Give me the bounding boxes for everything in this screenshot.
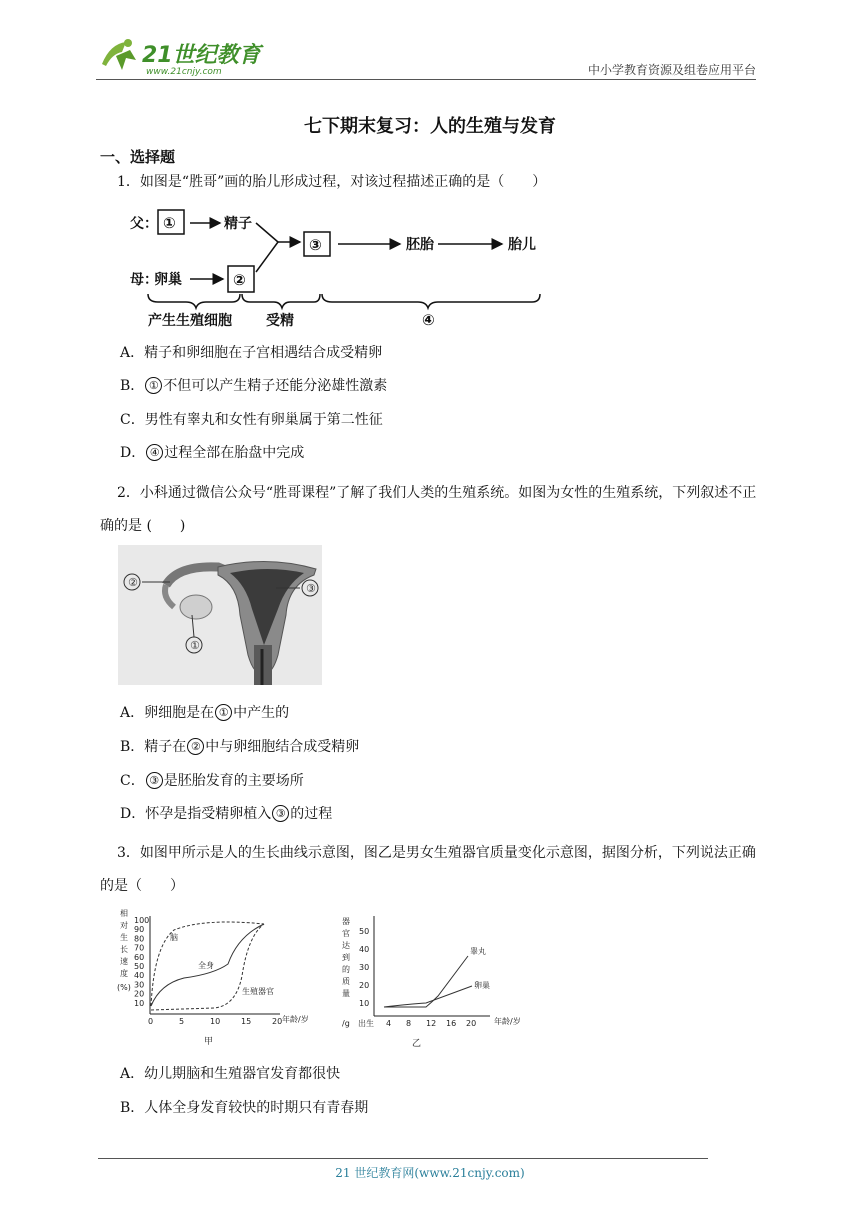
section-heading: 一、选择题 — [100, 148, 176, 166]
q1-diagram — [128, 202, 558, 332]
jia-ytick: 20 — [134, 989, 145, 999]
jia-ytick: 90 — [134, 925, 145, 935]
yi-ylabel-6: 质 — [342, 977, 350, 986]
jia-xtick: 0 — [148, 1017, 154, 1026]
jia-ylabel-5: 速 — [120, 957, 128, 966]
logo-url: www.21cnjy.com — [146, 67, 222, 77]
jia-ytick: 30 — [134, 980, 145, 990]
logo-text: 21世纪教育 — [142, 43, 261, 68]
jia-label-brain: 脑 — [170, 933, 178, 942]
yi-ytick: 10 — [359, 999, 370, 1008]
diagram-box3-label: ③ — [309, 236, 322, 254]
q1-option-a: A．精子和卵细胞在子宫相遇结合成受精卵 — [120, 345, 383, 361]
yi-ytick: 40 — [359, 945, 370, 954]
jia-xlabel: 年龄/岁 — [282, 1015, 309, 1024]
yi-xtick: 20 — [466, 1019, 477, 1028]
q1-option-c: C．男性有睾丸和女性有卵巢属于第二性征 — [120, 412, 383, 428]
q1-option-b: B． ① 不但可以产生精子还能分泌雄性激素 — [120, 378, 388, 394]
jia-label-repro: 生殖器官 — [242, 987, 274, 996]
diagram-stage-produce: 产生生殖细胞 — [148, 313, 232, 329]
diagram-embryo: 胚胎 — [406, 237, 434, 253]
yi-ylabel-8: /g — [342, 1019, 350, 1028]
footer-text: 21 世纪教育网(www.21cnjy.com) — [335, 1166, 525, 1180]
q2-label-3: ③ — [306, 582, 316, 595]
jia-ytick: 50 — [134, 962, 145, 971]
jia-ytick: 100 — [134, 916, 150, 925]
yi-xtick: 16 — [446, 1019, 457, 1028]
q2-label-1: ① — [190, 639, 200, 652]
diagram-sperm: 精子 — [224, 216, 252, 232]
yi-ytick: 30 — [359, 963, 370, 972]
platform-name: 中小学教育资源及组卷应用平台 — [587, 63, 756, 77]
jia-xtick: 5 — [179, 1017, 185, 1026]
yi-curve-ovary — [384, 986, 472, 1007]
q1-option-d: D． ④ 过程全部在胎盘中完成 — [120, 445, 305, 461]
yi-ylabel-5: 的 — [342, 965, 350, 974]
yi-xtick: 4 — [386, 1019, 392, 1028]
q2-option-d: D．怀孕是指受精卵植入 ③ 的过程 — [120, 806, 333, 822]
yi-label-ovary: 卵巢 — [474, 981, 490, 990]
diagram-mother: 母： — [130, 272, 158, 288]
jia-ylabel-4: 长 — [120, 945, 128, 954]
yi-caption: 乙 — [412, 1039, 422, 1049]
diagram-fetus: 胎儿 — [508, 237, 536, 253]
jia-ylabel-1: 相 — [120, 909, 128, 918]
q1-stem: 1．如图是“胜哥”画的胎儿形成过程，对该过程描述正确的是（ ） — [117, 174, 547, 190]
yi-ytick: 20 — [359, 981, 370, 990]
jia-xtick: 10 — [210, 1017, 221, 1026]
header-divider — [96, 79, 756, 80]
q2-label-2: ② — [128, 576, 138, 589]
jia-xtick: 15 — [241, 1017, 252, 1026]
footer-divider — [98, 1158, 708, 1159]
diagram-father: 父： — [130, 216, 158, 232]
yi-xtick: 12 — [426, 1019, 437, 1028]
q2-option-c: C． ③ 是胚胎发育的主要场所 — [120, 773, 304, 789]
diagram-ovary: 卵巢 — [154, 272, 182, 288]
jia-ytick: 70 — [134, 943, 145, 953]
q2-option-b: B．精子在 ② 中与卵细胞结合成受精卵 — [120, 739, 360, 755]
yi-ylabel-3: 达 — [342, 941, 350, 950]
yi-ylabel-4: 到 — [342, 953, 350, 962]
diagram-stage-4: ④ — [422, 311, 435, 329]
jia-caption: 甲 — [204, 1037, 214, 1047]
yi-curve-testis — [384, 956, 468, 1007]
yi-ytick: 50 — [359, 927, 370, 936]
jia-ylabel-7: (%) — [117, 983, 131, 992]
yi-ylabel-2: 官 — [342, 929, 350, 938]
yi-ylabel-7: 量 — [342, 989, 350, 998]
yi-xtick: 出生 — [358, 1019, 374, 1028]
yi-xtick: 8 — [406, 1019, 412, 1028]
q3-option-a: A．幼儿期脑和生殖器官发育都很快 — [120, 1066, 341, 1082]
yi-xlabel: 年龄/岁 — [494, 1017, 521, 1026]
q2-stem: 2．小科通过微信公众号“胜哥课程”了解了我们人类的生殖系统。如图为女性的生殖系统，下列叙述不正确的是 ( ) — [100, 485, 757, 534]
jia-ylabel-3: 生 — [120, 933, 128, 942]
diagram-box1-label: ① — [163, 214, 176, 232]
q3-stem: 3．如图甲所示是人的生长曲线示意图，图乙是男女生殖器官质量变化示意图，据图分析，下列说法正确的是（ ） — [100, 845, 756, 894]
page-title: 七下期末复习：人的生殖与发育 — [304, 116, 556, 137]
q2-option-a: A．卵细胞是在 ① 中产生的 — [120, 705, 290, 721]
jia-ylabel-6: 度 — [120, 969, 128, 978]
yi-label-testis: 睾丸 — [470, 947, 486, 956]
diagram-stage-fertilize: 受精 — [266, 313, 294, 329]
q2-figure — [118, 545, 322, 685]
site-logo — [96, 34, 266, 78]
q3-option-b: B．人体全身发育较快的时期只有青春期 — [120, 1100, 369, 1116]
jia-ytick: 80 — [134, 934, 145, 944]
q3-charts — [114, 906, 524, 1054]
jia-ytick: 60 — [134, 952, 145, 962]
jia-ytick: 10 — [134, 998, 145, 1008]
diagram-box2-label: ② — [233, 271, 246, 289]
jia-xtick: 20 — [272, 1017, 283, 1026]
yi-ylabel-1: 器 — [342, 917, 350, 926]
jia-ylabel-2: 对 — [120, 921, 128, 930]
jia-ytick: 40 — [134, 971, 145, 981]
jia-label-body: 全身 — [198, 961, 214, 970]
